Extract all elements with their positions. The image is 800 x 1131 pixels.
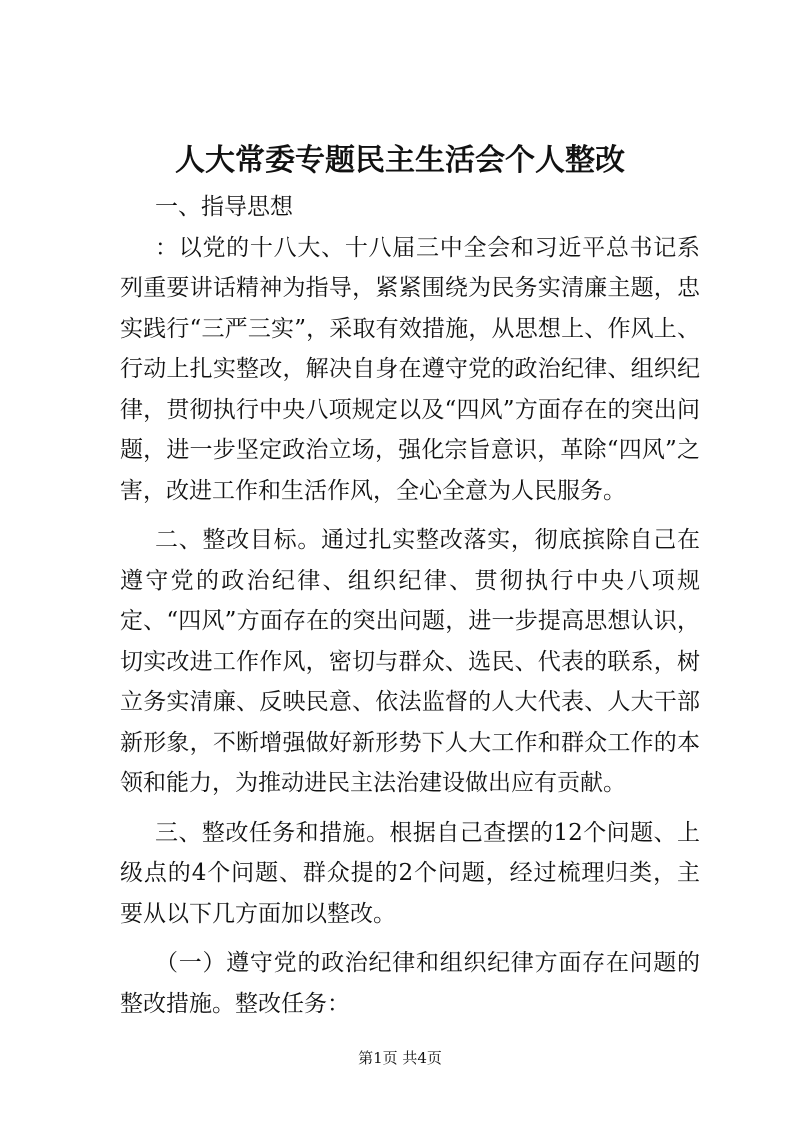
paragraph-guiding-ideology: ：以党的十八大、十八届三中全会和习近平总书记系列重要讲话精神为指导，紧紧围绕为民务实清廉主题，忠实践行“三严三实”，采取有效措施，从思想上、作风上、行动上扎实整改，解决自身在遵守党的政治纪律、组织纪律，贯彻执行中央八项规定以及“四风”方面存在的突出问题，进一步坚定政治立场，强化宗旨意识，革除“四风”之害，改进工作和生活作风，全心全意为人民服务。	[120, 234, 700, 504]
page-number-footer: 第1页 共4页	[358, 1049, 442, 1067]
paragraph-subsection-one: （一）遵守党的政治纪律和组织纪律方面存在问题的整改措施。整改任务：	[120, 950, 700, 1017]
paragraph-tasks-and-measures: 三、整改任务和措施。根据自己查摆的12个问题、上级点的4个问题、群众提的2个问题，经过梳理归类，主要从以下几方面加以整改。	[120, 819, 700, 927]
paragraph-rectification-goals: 二、整改目标。通过扎实整改落实，彻底摈除自己在遵守党的政治纪律、组织纪律、贯彻执行中央八项规定、“四风”方面存在的突出问题，进一步提高思想认识，切实改进工作作风，密切与群众、选民、代表的联系，树立务实清廉、反映民意、依法监督的人大代表、人大干部新形象，不断增强做好新形势下人大工作和群众工作的本领和能力，为推动进民主法治建设做出应有贡献。	[120, 527, 700, 796]
document-body	[120, 187, 700, 1024]
section-heading-guiding-ideology: 一、指导思想	[155, 194, 293, 220]
document-title: 人大常委专题民主生活会个人整改	[175, 143, 625, 178]
